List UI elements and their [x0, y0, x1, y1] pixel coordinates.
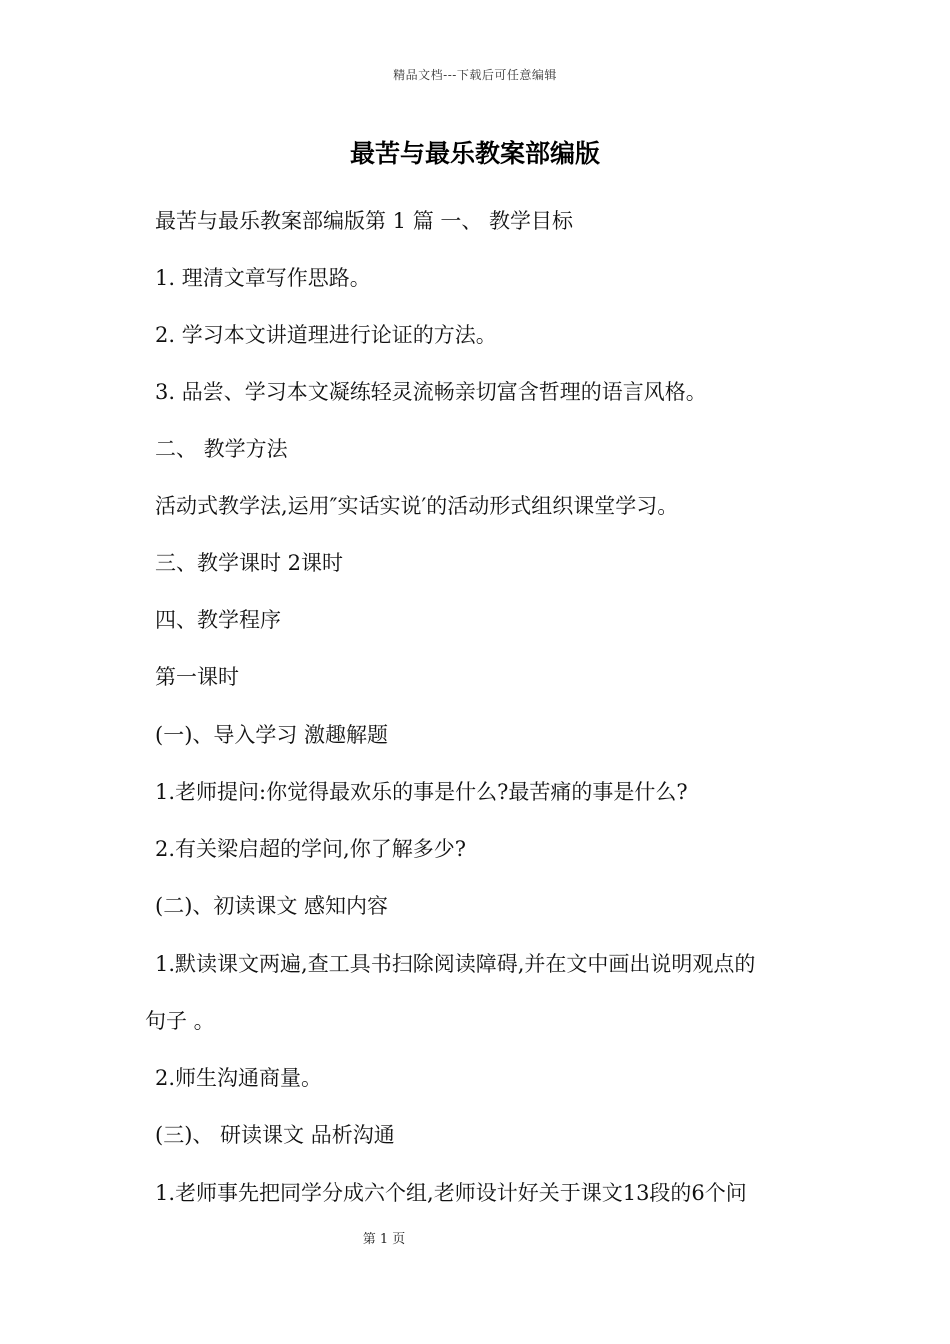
paragraph-line: 1.默读课文两遍,查工具书扫除阅读障碍,并在文中画出说明观点的 — [155, 952, 756, 976]
paragraph-line: 活动式教学法,运用″实话实说′的活动形式组织课堂学习。 — [155, 494, 679, 518]
section-heading: 三、教学课时 2课时 — [155, 551, 344, 575]
document-title: 最苦与最乐教案部编版 — [349, 139, 600, 168]
paragraph-line: 1.老师提问:你觉得最欢乐的事是什么?最苦痛的事是什么? — [155, 780, 688, 804]
page-number: 第 1 页 — [362, 1232, 406, 1247]
section-heading: 四、教学程序 — [155, 608, 281, 632]
paragraph-line: 1. 理清文章写作思路。 — [155, 266, 371, 290]
subsection-heading: (三)、 研读课文 品析沟通 — [155, 1123, 395, 1147]
paragraph-line: 1.老师事先把同学分成六个组,老师设计好关于课文13段的6个问 — [155, 1181, 747, 1205]
page-header: 精品文档---下载后可任意编辑 — [393, 68, 557, 82]
section-heading: 二、 教学方法 — [155, 437, 288, 461]
paragraph-line: 3. 品尝、学习本文凝练轻灵流畅亲切富含哲理的语言风格。 — [155, 380, 707, 404]
paragraph-line: 2.有关梁启超的学问,你了解多少? — [155, 837, 466, 861]
paragraph-line: 句子 。 — [145, 1009, 215, 1033]
paragraph-line: 2.师生沟通商量。 — [155, 1066, 323, 1090]
subsection-heading: 第一课时 — [155, 665, 239, 689]
paragraph-line: 2. 学习本文讲道理进行论证的方法。 — [155, 323, 497, 347]
subsection-heading: (二)、初读课文 感知内容 — [155, 894, 389, 918]
paragraph-line: 最苦与最乐教案部编版第 1 篇 一、 教学目标 — [155, 209, 574, 233]
subsection-heading: (一)、导入学习 激趣解题 — [155, 723, 389, 747]
